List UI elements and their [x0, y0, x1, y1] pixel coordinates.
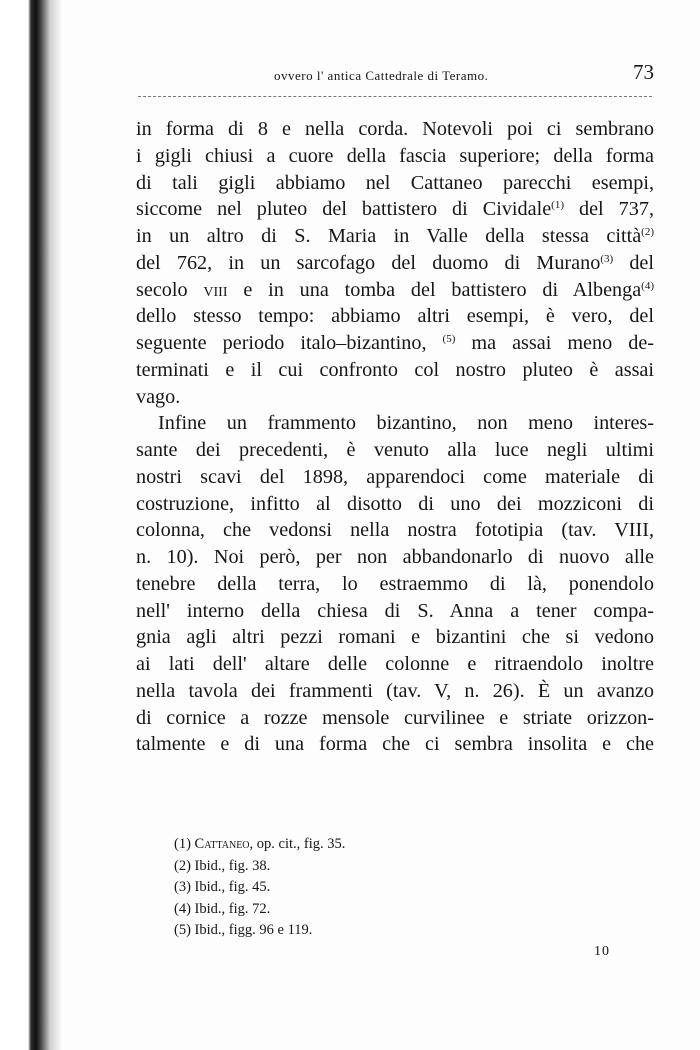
text-segment: costruzione, infitto al disotto di uno dei mozziconi di — [136, 492, 654, 515]
text-line — [136, 143, 654, 170]
footnote-ref: (4) — [641, 279, 654, 292]
text-line — [136, 678, 654, 705]
text-line — [136, 517, 654, 544]
footnote — [174, 920, 594, 942]
text-segment: tenebre della terra, lo estraemmo di là, ponendolo — [136, 572, 654, 595]
text-line — [136, 705, 654, 732]
text-segment: del 737, — [564, 198, 654, 221]
text-segment: nell' interno della chiesa di S. Anna a tener compa- — [136, 599, 654, 622]
text-line — [136, 410, 654, 437]
text-line — [136, 571, 654, 598]
text-segment: nella tavola dei frammenti (tav. V, n. 26). È un avanzo — [136, 679, 654, 702]
text-segment: del 762, in un sarcofago del duomo di Murano — [136, 251, 601, 274]
text-segment: colonna, che vedonsi nella nostra fototipia (tav. VIII, — [136, 519, 654, 542]
text-line — [136, 384, 654, 411]
footnote-text: Ibid., figg. 96 e 119. — [194, 922, 313, 938]
text-line — [136, 250, 654, 277]
footnote-ref: (2) — [641, 226, 654, 238]
text-segment: sante dei precedenti, è venuto alla luce negli ultimi — [136, 439, 654, 461]
text-segment: terminati e il cui confronto col nostro pluteo è assai — [136, 358, 654, 381]
text-segment: di tali gigli abbiamo nel Cattaneo parecchi esempi, — [136, 171, 654, 194]
footnote-number: (2) — [174, 857, 195, 874]
text-line — [136, 731, 654, 758]
page-number: 73 — [633, 60, 654, 84]
text-line — [136, 624, 654, 651]
text-line — [136, 116, 654, 143]
footnote — [174, 899, 594, 921]
text-segment: di cornice a rozze mensole curvilinee e striate orizzon- — [136, 706, 654, 729]
footnote-text: Ibid., fig. 72. — [194, 900, 271, 917]
text-line — [136, 223, 654, 250]
header-rule — [138, 96, 652, 97]
text-segment: gnia agli altri pezzi romani e bizantini che si vedono — [136, 626, 654, 649]
running-title: ovvero l' antica Cattedrale di Teramo. — [274, 68, 489, 83]
text-segment: siccome nel pluteo del battistero di Cividale — [136, 198, 552, 221]
book-binding-edge — [0, 0, 62, 1050]
text-segment: n. 10). Noi però, per non abbandonarlo di nuovo alle — [136, 546, 654, 568]
footnotes — [174, 834, 594, 942]
text-line — [136, 491, 654, 518]
footnote-number: (3) — [174, 879, 195, 895]
text-segment: in forma di 8 e nella corda. Notevoli poi ci sembrano — [136, 118, 654, 140]
body-text — [136, 116, 654, 758]
footnote-author: Cattaneo — [194, 836, 250, 852]
footnote — [174, 877, 594, 899]
text-line — [136, 303, 654, 330]
page-header — [138, 60, 654, 88]
text-line — [136, 544, 654, 571]
text-segment: del — [613, 251, 655, 274]
text-line — [136, 196, 654, 223]
text-line — [136, 357, 654, 384]
text-segment: ai lati dell' altare delle colonne e ritraendolo inoltre — [136, 653, 654, 675]
text-line — [136, 598, 654, 625]
text-segment: talmente e di una forma che ci sembra insolita e che — [136, 733, 654, 756]
text-segment: i gigli chiusi a cuore della fascia superiore; della forma — [136, 144, 654, 167]
text-segment: seguente periodo italo–bizantino, — [136, 332, 443, 354]
footnote-text: Ibid., fig. 45. — [194, 879, 271, 895]
text-segment: secolo — [136, 278, 204, 301]
footnote — [174, 856, 594, 878]
text-line — [136, 464, 654, 491]
footnote-number: (4) — [174, 900, 195, 917]
text-line — [136, 277, 654, 304]
text-segment: Infine un frammento bizantino, non meno interes- — [158, 412, 654, 435]
text-segment: dello stesso tempo: abbiamo altri esempi, è vero, del — [136, 305, 654, 328]
footnote-ref: (3) — [600, 252, 614, 265]
footnote — [174, 834, 594, 856]
footnote-ref: (5) — [442, 333, 456, 345]
footnote-ref: (1) — [551, 199, 564, 212]
text-segment: in un altro di S. Maria in Valle della stessa città — [136, 225, 642, 247]
text-segment: viii — [203, 278, 228, 301]
footnote-text: , op. cit., fig. 35. — [249, 836, 346, 852]
text-segment: e in una tomba del battistero di Albenga — [227, 278, 642, 301]
text-segment: vago. — [136, 385, 181, 408]
text-line — [136, 437, 654, 464]
text-segment: ma assai meno de- — [455, 332, 655, 354]
text-line — [136, 651, 654, 678]
text-segment: nostri scavi del 1898, apparendoci come materiale di — [136, 465, 654, 488]
text-line — [136, 170, 654, 197]
footnote-text: Ibid., fig. 38. — [194, 857, 271, 874]
footnote-number: (1) — [174, 836, 195, 852]
printer-signature: 10 — [594, 944, 610, 959]
footnote-number: (5) — [174, 922, 195, 938]
text-line — [136, 330, 654, 357]
